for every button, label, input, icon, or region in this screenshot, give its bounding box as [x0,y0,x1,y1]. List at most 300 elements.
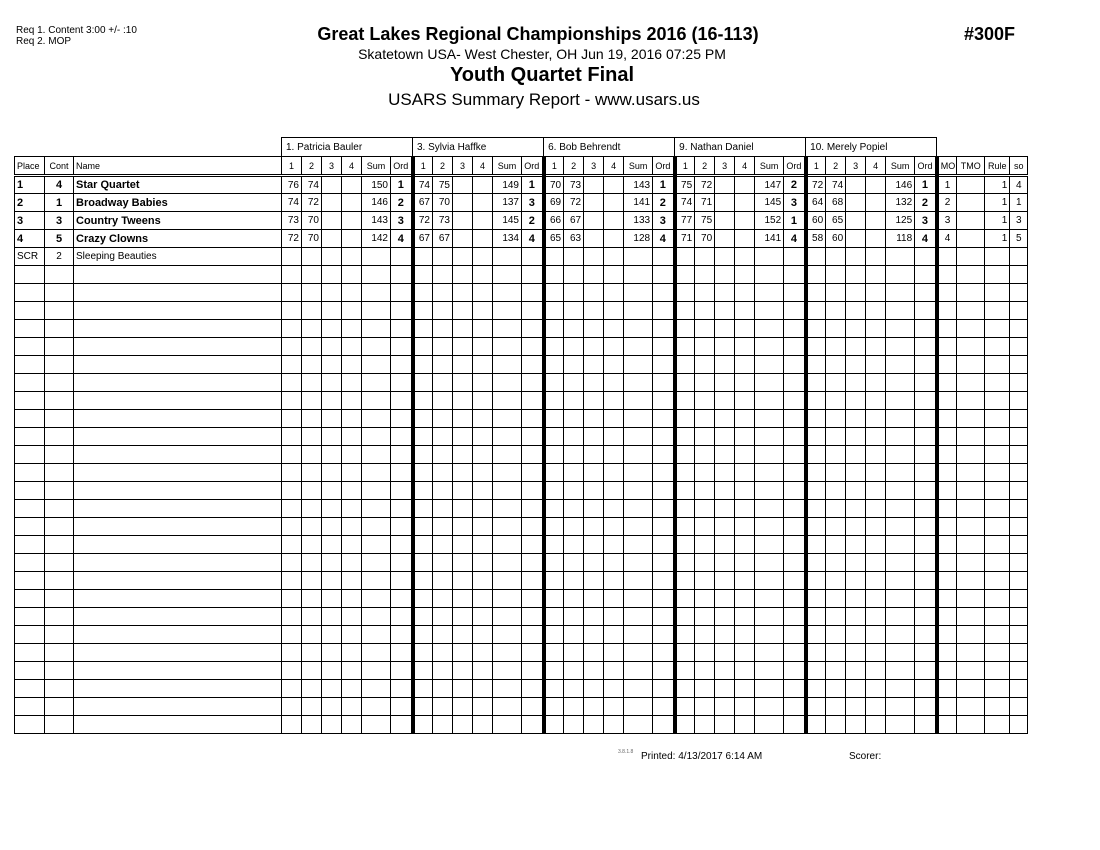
score-cell [413,608,433,626]
score-cell [584,464,604,482]
score-cell [544,374,564,392]
name-cell [74,554,282,572]
score-cell [826,338,846,356]
extra-cell [937,356,957,374]
score-cell [342,644,362,662]
ord-cell [784,698,806,716]
score-cell [715,320,735,338]
extra-cell [957,626,985,644]
extra-cell [985,608,1010,626]
score-cell [544,356,564,374]
score-cell [342,572,362,590]
score-cell [695,698,715,716]
score-cell [473,716,493,734]
ord-cell [915,626,937,644]
score-cell [826,644,846,662]
ord-cell [784,680,806,698]
name-cell [74,608,282,626]
place-cell [15,572,45,590]
score-cell [806,698,826,716]
score-cell [755,428,784,446]
location-date: Skatetown USA- West Chester, OH Jun 19, 2016 07:25 PM [358,46,726,62]
score-cell [624,662,653,680]
score-cell [886,464,915,482]
extra-cell [1010,302,1028,320]
score-cell [493,698,522,716]
ord-cell [653,428,675,446]
score-cell [584,446,604,464]
extra-cell [985,284,1010,302]
extra-cell [937,410,957,428]
score-cell [362,644,391,662]
score-cell [584,716,604,734]
extra-cell [1010,410,1028,428]
cont-cell [45,320,74,338]
extra-cell [1010,536,1028,554]
score-cell [735,392,755,410]
score-cell [493,482,522,500]
score-cell: 75 [695,212,715,230]
name-cell [74,302,282,320]
score-cell [826,626,846,644]
score-cell [715,428,735,446]
score-header: 1 [413,157,433,176]
score-cell [715,374,735,392]
score-cell [584,572,604,590]
score-cell [322,518,342,536]
sum-cell [362,248,391,266]
score-cell [624,554,653,572]
ord-cell [915,716,937,734]
extra-cell [1010,338,1028,356]
score-cell [806,608,826,626]
so-cell [1010,248,1028,266]
score-cell: 74 [413,176,433,194]
cont-cell: 4 [45,176,74,194]
extra-cell [957,356,985,374]
place-cell [15,392,45,410]
score-cell [544,392,564,410]
score-cell [473,500,493,518]
score-cell [624,338,653,356]
score-cell [866,320,886,338]
score-cell [473,536,493,554]
empty-row [15,392,1028,410]
score-cell [826,482,846,500]
ord-cell [653,500,675,518]
score-cell [322,698,342,716]
empty-row [15,680,1028,698]
score-cell [584,590,604,608]
ord-cell: 3 [391,212,413,230]
score-cell [735,320,755,338]
score-cell [544,518,564,536]
score-cell [453,410,473,428]
score-cell [544,248,564,266]
score-cell [433,536,453,554]
ord-cell: 1 [653,176,675,194]
extra-cell [957,284,985,302]
ord-cell [522,320,544,338]
extra-cell [957,536,985,554]
ord-cell [391,356,413,374]
extra-cell [1010,356,1028,374]
score-cell [715,590,735,608]
empty-row [15,338,1028,356]
score-cell [604,644,624,662]
judge-name: 6. Bob Behrendt [544,138,675,157]
score-cell [453,500,473,518]
score-cell: 76 [282,176,302,194]
score-cell [473,356,493,374]
score-cell [755,464,784,482]
score-cell [413,374,433,392]
ord-cell [653,248,675,266]
score-cell [675,572,695,590]
ord-cell [784,266,806,284]
score-cell [735,572,755,590]
sum-cell: 145 [755,194,784,212]
score-cell [866,302,886,320]
extra-cell [1010,482,1028,500]
ord-cell [522,374,544,392]
score-cell [564,266,584,284]
place-cell: SCR [15,248,45,266]
score-cell [433,716,453,734]
score-cell [715,716,735,734]
score-cell [342,554,362,572]
score-cell: 72 [806,176,826,194]
ord-cell: 3 [653,212,675,230]
score-cell [564,698,584,716]
ord-cell [784,644,806,662]
score-cell [826,374,846,392]
extra-cell [985,428,1010,446]
score-cell [584,662,604,680]
tmo-cell [957,212,985,230]
score-cell [886,572,915,590]
place-cell [15,464,45,482]
score-cell [302,356,322,374]
name-cell: Sleeping Beauties [74,248,282,266]
extra-cell [957,374,985,392]
empty-row [15,536,1028,554]
ord-cell [522,608,544,626]
score-cell [846,680,866,698]
score-cell [282,356,302,374]
score-cell [886,500,915,518]
event-name: Youth Quartet Final [449,64,635,86]
cont-cell [45,356,74,374]
place-cell [15,410,45,428]
score-cell [433,248,453,266]
score-cell [735,212,755,230]
place-cell [15,446,45,464]
score-header: 3 [453,157,473,176]
extra-cell [985,590,1010,608]
extra-cell [937,446,957,464]
tmo-cell [957,230,985,248]
name-cell [74,266,282,284]
score-cell [695,482,715,500]
score-cell [715,698,735,716]
score-cell: 74 [282,194,302,212]
extra-cell [985,464,1010,482]
score-cell [755,410,784,428]
empty-row [15,284,1028,302]
score-cell [735,590,755,608]
sum-cell: 128 [624,230,653,248]
score-cell [886,698,915,716]
score-cell [473,572,493,590]
ord-cell: 3 [915,212,937,230]
score-cell: 67 [413,194,433,212]
score-cell [866,428,886,446]
score-cell [584,644,604,662]
extra-cell [985,500,1010,518]
judge-header-row [15,138,1028,157]
score-cell [604,428,624,446]
ord-cell [522,644,544,662]
score-cell [735,374,755,392]
table-row [15,176,1028,194]
ord-cell [522,338,544,356]
empty-row [15,572,1028,590]
score-cell [695,680,715,698]
score-cell [413,464,433,482]
sum-header: Sum [362,157,391,176]
score-cell [362,374,391,392]
score-cell [342,698,362,716]
score-cell [302,392,322,410]
score-cell [715,464,735,482]
score-cell [604,446,624,464]
score-cell [735,716,755,734]
score-cell [715,356,735,374]
sum-header: Sum [493,157,522,176]
score-cell [433,500,453,518]
score-cell [322,716,342,734]
score-cell [755,608,784,626]
extra-cell [985,644,1010,662]
extra-cell [1010,284,1028,302]
ord-cell [391,554,413,572]
score-cell [604,248,624,266]
score-cell [413,392,433,410]
ord-cell [391,680,413,698]
score-cell [604,590,624,608]
extra-cell [957,464,985,482]
score-cell [322,392,342,410]
place-cell [15,266,45,284]
score-cell [806,644,826,662]
score-cell [453,266,473,284]
score-cell [413,590,433,608]
score-cell [362,716,391,734]
extra-cell [957,338,985,356]
ord-cell [522,572,544,590]
score-cell: 70 [302,212,322,230]
name-cell [74,680,282,698]
score-cell [453,392,473,410]
score-cell [806,266,826,284]
score-cell [846,320,866,338]
score-cell [453,230,473,248]
score-cell [433,482,453,500]
extra-cell [1010,716,1028,734]
score-cell [675,320,695,338]
score-cell: 58 [806,230,826,248]
score-cell [715,266,735,284]
score-cell [675,464,695,482]
score-cell [735,176,755,194]
score-cell [624,536,653,554]
score-cell [886,428,915,446]
blank-cell [15,138,282,157]
score-cell [866,626,886,644]
score-cell [624,644,653,662]
score-cell [675,554,695,572]
score-cell [806,392,826,410]
score-cell: 75 [433,176,453,194]
score-cell [826,716,846,734]
score-cell [806,320,826,338]
so-cell: 4 [1010,176,1028,194]
score-cell [866,662,886,680]
score-cell [302,572,322,590]
score-cell [473,392,493,410]
score-cell [282,338,302,356]
extra-cell [985,698,1010,716]
score-cell [362,410,391,428]
extra-cell [937,464,957,482]
score-cell [624,626,653,644]
score-cell: 77 [675,212,695,230]
score-cell [624,446,653,464]
score-cell [695,338,715,356]
score-cell [564,284,584,302]
mo-cell: 3 [937,212,957,230]
score-cell [473,212,493,230]
score-cell [564,392,584,410]
score-cell [715,680,735,698]
extra-cell [1010,698,1028,716]
score-cell [564,608,584,626]
score-cell [322,608,342,626]
score-cell [282,608,302,626]
score-cell [695,266,715,284]
cont-cell [45,644,74,662]
score-cell [493,464,522,482]
score-cell [322,302,342,320]
score-header: 2 [433,157,453,176]
ord-cell [522,518,544,536]
place-cell: 2 [15,194,45,212]
ord-header: Ord [915,157,937,176]
score-cell [322,356,342,374]
tmo-header: TMO [957,157,985,176]
name-cell [74,428,282,446]
score-cell [544,662,564,680]
score-cell [564,500,584,518]
score-cell [322,464,342,482]
score-cell [806,716,826,734]
score-header: 3 [322,157,342,176]
extra-cell [1010,266,1028,284]
report-name: USARS Summary Report - www.usars.us [388,90,700,109]
score-cell [846,554,866,572]
name-cell [74,320,282,338]
score-cell [282,698,302,716]
score-cell [493,662,522,680]
score-cell [302,590,322,608]
score-cell [806,248,826,266]
score-cell [695,500,715,518]
score-cell [302,302,322,320]
score-cell [322,554,342,572]
score-cell [715,482,735,500]
score-cell [735,536,755,554]
score-cell [433,698,453,716]
score-cell [544,320,564,338]
sum-cell: 137 [493,194,522,212]
ord-cell [391,464,413,482]
score-cell [826,428,846,446]
ord-cell: 2 [522,212,544,230]
score-cell [624,464,653,482]
sum-cell [493,248,522,266]
place-cell [15,338,45,356]
score-cell [362,356,391,374]
score-cell [362,590,391,608]
score-cell [826,248,846,266]
score-cell: 71 [675,230,695,248]
extra-cell [985,518,1010,536]
extra-cell [937,284,957,302]
score-cell [282,572,302,590]
score-cell [604,212,624,230]
name-cell [74,464,282,482]
ord-cell [653,482,675,500]
score-cell [413,284,433,302]
score-cell [564,482,584,500]
ord-cell [522,248,544,266]
score-cell [604,356,624,374]
score-cell [846,446,866,464]
ord-cell [653,536,675,554]
ord-cell: 3 [522,194,544,212]
score-cell [604,230,624,248]
extra-cell [937,518,957,536]
score-cell [715,626,735,644]
place-cell [15,482,45,500]
score-cell [715,644,735,662]
event-number: #300F [964,24,1016,44]
ord-cell [915,644,937,662]
score-cell [695,392,715,410]
score-cell [695,464,715,482]
score-cell [755,554,784,572]
extra-cell [937,428,957,446]
place-cell [15,698,45,716]
score-cell [886,302,915,320]
score-cell [302,338,322,356]
ord-cell [391,626,413,644]
score-cell [564,536,584,554]
score-cell [826,572,846,590]
score-cell [886,392,915,410]
score-cell [433,428,453,446]
